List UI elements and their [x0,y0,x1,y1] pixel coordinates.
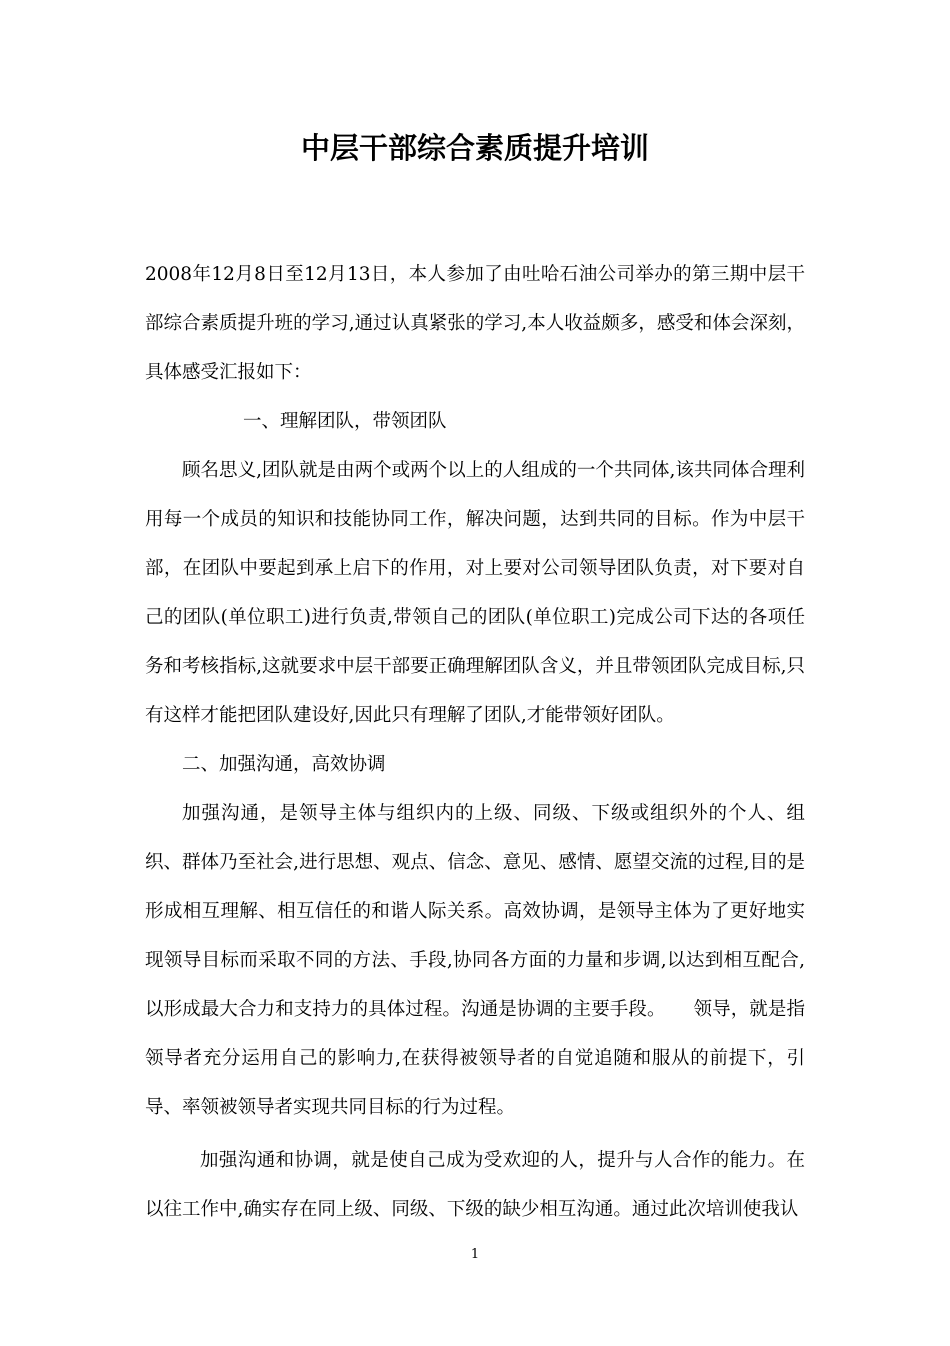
page-number: 1 [470,1247,480,1262]
section-2-paragraph: 加强沟通，是领导主体与组织内的上级、同级、下级或组织外的个人、组织、群体乃至社会,进行思想、观点、信念、意见、感情、愿望交流的过程,目的是形成相互理解、相互信任的和谐人际关系。高效协调，是领导主体为了更好地实现领导目标而采取不同的方法、手段,协同各方面的力量和步调,以达到相互配合,以形成最大合力和支持力的具体过程。沟通是协调的主要手段。 领导，就是指领导者充分运用自己的影响力,在获得被领导者的自觉追随和服从的前提下，引导、率领被领导者实现共同目标的行为过程。 [145,803,805,1118]
intro-paragraph: 2008年12月8日至12月13日，本人参加了由吐哈石油公司举办的第三期中层干部综合素质提升班的学习,通过认真紧张的学习,本人收益颇多，感受和体会深刻，具体感受汇报如下： [145,264,805,383]
section-1-paragraph: 顾名思义,团队就是由两个或两个以上的人组成的一个共同体,该共同体合理利用每一个成员的知识和技能协同工作，解决问题，达到共同的目标。作为中层干部，在团队中要起到承上启下的作用，对上要对公司领导团队负责，对下要对自己的团队(单位职工)进行负责,带领自己的团队(单位职工)完成公司下达的各项任务和考核指标,这就要求中层干部要正确理解团队含义，并且带领团队完成目标,只有这样才能把团队建设好,因此只有理解了团队,才能带领好团队。 [145,460,805,726]
document-title: 中层干部综合素质提升培训 [300,131,649,165]
section-heading-2: 二、加强沟通，高效协调 [182,754,386,775]
section-heading-1: 一、理解团队，带领团队 [243,411,447,432]
section-2-paragraph-continued: 加强沟通和协调，就是使自己成为受欢迎的人，提升与人合作的能力。在以往工作中,确实存在同上级、同级、下级的缺少相互沟通。通过此次培训使我认 [145,1150,805,1220]
document-body [145,250,805,1234]
